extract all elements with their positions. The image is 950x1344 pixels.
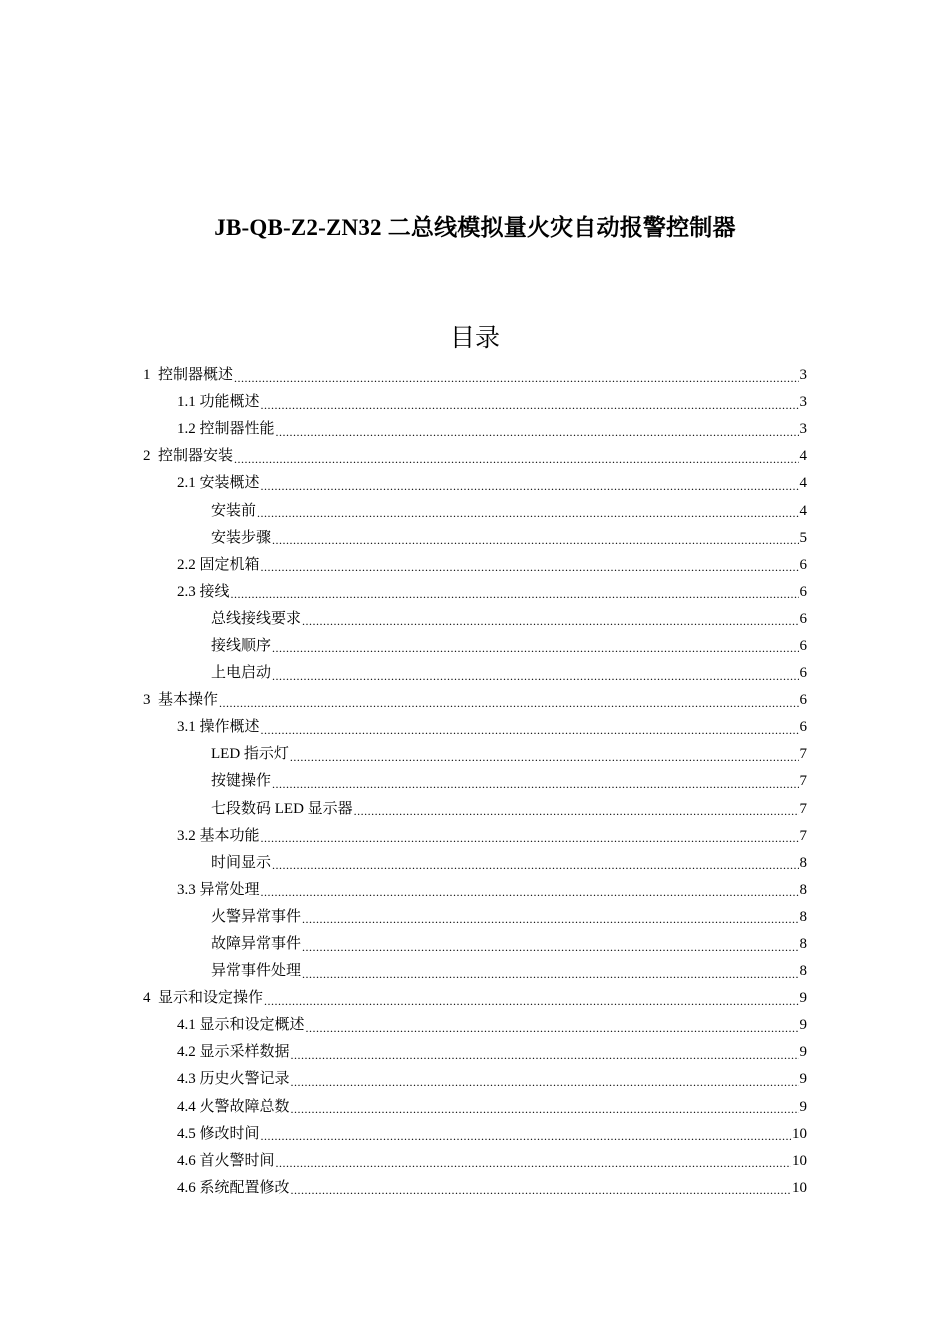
toc-dot-leader (302, 615, 798, 627)
toc-entry-label: 七段数码 LED 显示器 (211, 800, 353, 817)
toc-entry[interactable] (143, 497, 807, 524)
toc-entry-number: 3.1 (177, 719, 200, 736)
toc-entry-label: 控制器性能 (199, 421, 275, 438)
toc-entry-number: 4.6 (177, 1152, 200, 1169)
toc-entry[interactable] (143, 606, 807, 633)
toc-entry[interactable] (143, 525, 807, 552)
toc-entry[interactable] (143, 1094, 807, 1121)
toc-entry-number: 4.5 (177, 1125, 200, 1142)
toc-entry-number: 2.3 (177, 583, 200, 600)
toc-entry-number: 4.3 (177, 1071, 200, 1088)
toc-dot-leader (261, 724, 799, 736)
toc-entry-number: 2 (143, 448, 158, 465)
toc-entry-number: 4.2 (177, 1044, 200, 1061)
toc-dot-leader (261, 561, 799, 573)
toc-entry[interactable] (143, 579, 807, 606)
toc-entry[interactable] (143, 904, 807, 931)
toc-entry[interactable] (143, 470, 807, 497)
toc-dot-leader (290, 751, 799, 763)
toc-entry-number: 2.2 (177, 556, 200, 573)
toc-entry-page-number: 6 (799, 637, 807, 654)
toc-dot-leader (219, 697, 798, 709)
toc-dot-leader (261, 886, 799, 898)
toc-entry[interactable] (143, 552, 807, 579)
toc-entry-page-number: 6 (799, 692, 807, 709)
toc-entry-label: 显示采样数据 (199, 1044, 290, 1061)
toc-entry[interactable] (143, 389, 807, 416)
toc-entry-page-number: 9 (799, 1098, 807, 1115)
table-of-contents (143, 362, 807, 1202)
toc-entry-label: 操作概述 (199, 719, 260, 736)
toc-dot-leader (306, 1022, 799, 1034)
toc-entry[interactable] (143, 823, 807, 850)
toc-dot-leader (272, 859, 798, 871)
toc-entry-page-number: 9 (799, 990, 807, 1007)
toc-entry-page-number: 7 (799, 800, 807, 817)
toc-entry[interactable] (143, 877, 807, 904)
toc-entry-page-number: 6 (799, 719, 807, 736)
toc-entry[interactable] (143, 660, 807, 687)
toc-heading: 目录 (449, 325, 500, 352)
toc-entry-label: 控制器安装 (158, 448, 234, 465)
toc-entry-number: 2.1 (177, 475, 200, 492)
toc-entry-label: 接线顺序 (211, 637, 272, 654)
toc-entry[interactable] (143, 850, 807, 877)
toc-entry-label: 故障异常事件 (211, 936, 302, 953)
toc-dot-leader (291, 1103, 799, 1115)
toc-dot-leader (261, 399, 799, 411)
toc-entry-page-number: 8 (799, 908, 807, 925)
toc-dot-leader (302, 941, 798, 953)
toc-entry-page-number: 7 (799, 773, 807, 790)
toc-entry-page-number: 5 (799, 529, 807, 546)
toc-dot-leader (272, 642, 798, 654)
toc-dot-leader (276, 426, 799, 438)
toc-entry[interactable] (143, 633, 807, 660)
toc-entry-page-number: 9 (799, 1017, 807, 1034)
toc-entry[interactable] (143, 768, 807, 795)
toc-entry-page-number: 6 (799, 583, 807, 600)
toc-dot-leader (276, 1157, 791, 1169)
toc-entry-number: 3 (143, 692, 158, 709)
toc-entry-page-number: 8 (799, 881, 807, 898)
toc-entry-label: 上电启动 (211, 665, 272, 682)
toc-dot-leader (234, 372, 798, 384)
toc-entry[interactable] (143, 958, 807, 985)
toc-dot-leader (231, 588, 799, 600)
toc-dot-leader (261, 1130, 791, 1142)
toc-entry-number: 4.4 (177, 1098, 200, 1115)
toc-entry-number: 1.1 (177, 394, 200, 411)
toc-entry-number: 1 (143, 367, 158, 384)
toc-dot-leader (264, 995, 798, 1007)
toc-entry-label: 安装概述 (199, 475, 260, 492)
toc-entry-number: 1.2 (177, 421, 200, 438)
toc-entry[interactable] (143, 714, 807, 741)
toc-entry-page-number: 4 (799, 475, 807, 492)
toc-entry-page-number: 8 (799, 936, 807, 953)
toc-entry-label: 功能概述 (199, 394, 260, 411)
toc-entry-label: 总线接线要求 (211, 610, 302, 627)
toc-entry[interactable] (143, 1148, 807, 1175)
toc-dot-leader (302, 913, 798, 925)
toc-dot-leader (234, 453, 798, 465)
toc-entry[interactable] (143, 362, 807, 389)
toc-entry-page-number: 8 (799, 963, 807, 980)
toc-entry-page-number: 6 (799, 665, 807, 682)
toc-entry-label: 显示和设定概述 (199, 1017, 305, 1034)
toc-entry-label: 固定机箱 (199, 556, 260, 573)
toc-entry[interactable] (143, 741, 807, 768)
toc-entry-number: 4.1 (177, 1017, 200, 1034)
toc-entry-page-number: 4 (799, 448, 807, 465)
toc-entry-label: 接线 (199, 583, 230, 600)
toc-entry-label: 安装前 (211, 502, 257, 519)
toc-entry-label: 修改时间 (199, 1125, 260, 1142)
toc-entry-label: 按键操作 (211, 773, 272, 790)
toc-entry-page-number: 3 (799, 394, 807, 411)
toc-entry-page-number: 3 (799, 367, 807, 384)
toc-entry-number: 4.6 (177, 1179, 200, 1196)
toc-entry-label: LED 指示灯 (211, 746, 289, 763)
toc-entry-number: 3.2 (177, 827, 200, 844)
toc-entry-page-number: 9 (799, 1071, 807, 1088)
toc-entry[interactable] (143, 796, 807, 823)
toc-entry[interactable] (143, 931, 807, 958)
toc-entry-number: 4 (143, 990, 158, 1007)
toc-entry-label: 首火警时间 (199, 1152, 275, 1169)
toc-entry-label: 时间显示 (211, 854, 272, 871)
toc-dot-leader (272, 670, 798, 682)
toc-entry-page-number: 7 (799, 827, 807, 844)
toc-entry-page-number: 10 (792, 1152, 807, 1169)
toc-entry-page-number: 10 (792, 1179, 807, 1196)
toc-entry[interactable] (143, 1039, 807, 1066)
toc-entry-label: 异常处理 (199, 881, 260, 898)
toc-dot-leader (291, 1184, 791, 1196)
toc-entry[interactable] (143, 1066, 807, 1093)
toc-dot-leader (291, 1049, 799, 1061)
toc-entry-page-number: 9 (799, 1044, 807, 1061)
toc-entry-label: 显示和设定操作 (158, 990, 264, 1007)
toc-entry-label: 异常事件处理 (211, 963, 302, 980)
toc-dot-leader (302, 968, 798, 980)
toc-dot-leader (272, 778, 798, 790)
toc-entry-label: 火警异常事件 (211, 908, 302, 925)
toc-entry-label: 基本功能 (199, 827, 260, 844)
toc-entry-label: 安装步骤 (211, 529, 272, 546)
toc-entry-label: 基本操作 (158, 692, 219, 709)
toc-entry[interactable] (143, 1012, 807, 1039)
document-title: JB-QB-Z2-ZN32 二总线模拟量火灾自动报警控制器 (214, 215, 736, 240)
toc-entry-page-number: 4 (799, 502, 807, 519)
toc-entry[interactable] (143, 416, 807, 443)
toc-dot-leader (272, 534, 798, 546)
toc-entry-page-number: 10 (792, 1125, 807, 1142)
toc-entry-label: 控制器概述 (158, 367, 234, 384)
toc-entry[interactable] (143, 1175, 807, 1202)
toc-entry-page-number: 6 (799, 556, 807, 573)
toc-entry[interactable] (143, 1121, 807, 1148)
toc-entry-page-number: 3 (799, 421, 807, 438)
toc-entry[interactable] (143, 687, 807, 714)
toc-entry[interactable] (143, 985, 807, 1012)
toc-entry-label: 历史火警记录 (199, 1071, 290, 1088)
toc-dot-leader (261, 480, 799, 492)
toc-entry[interactable] (143, 443, 807, 470)
toc-dot-leader (291, 1076, 799, 1088)
toc-dot-leader (261, 832, 799, 844)
toc-entry-page-number: 8 (799, 854, 807, 871)
toc-entry-page-number: 6 (799, 610, 807, 627)
toc-entry-label: 系统配置修改 (199, 1179, 290, 1196)
toc-entry-number: 3.3 (177, 881, 200, 898)
toc-dot-leader (257, 507, 798, 519)
toc-entry-label: 火警故障总数 (199, 1098, 290, 1115)
toc-dot-leader (354, 805, 799, 817)
toc-entry-page-number: 7 (799, 746, 807, 763)
